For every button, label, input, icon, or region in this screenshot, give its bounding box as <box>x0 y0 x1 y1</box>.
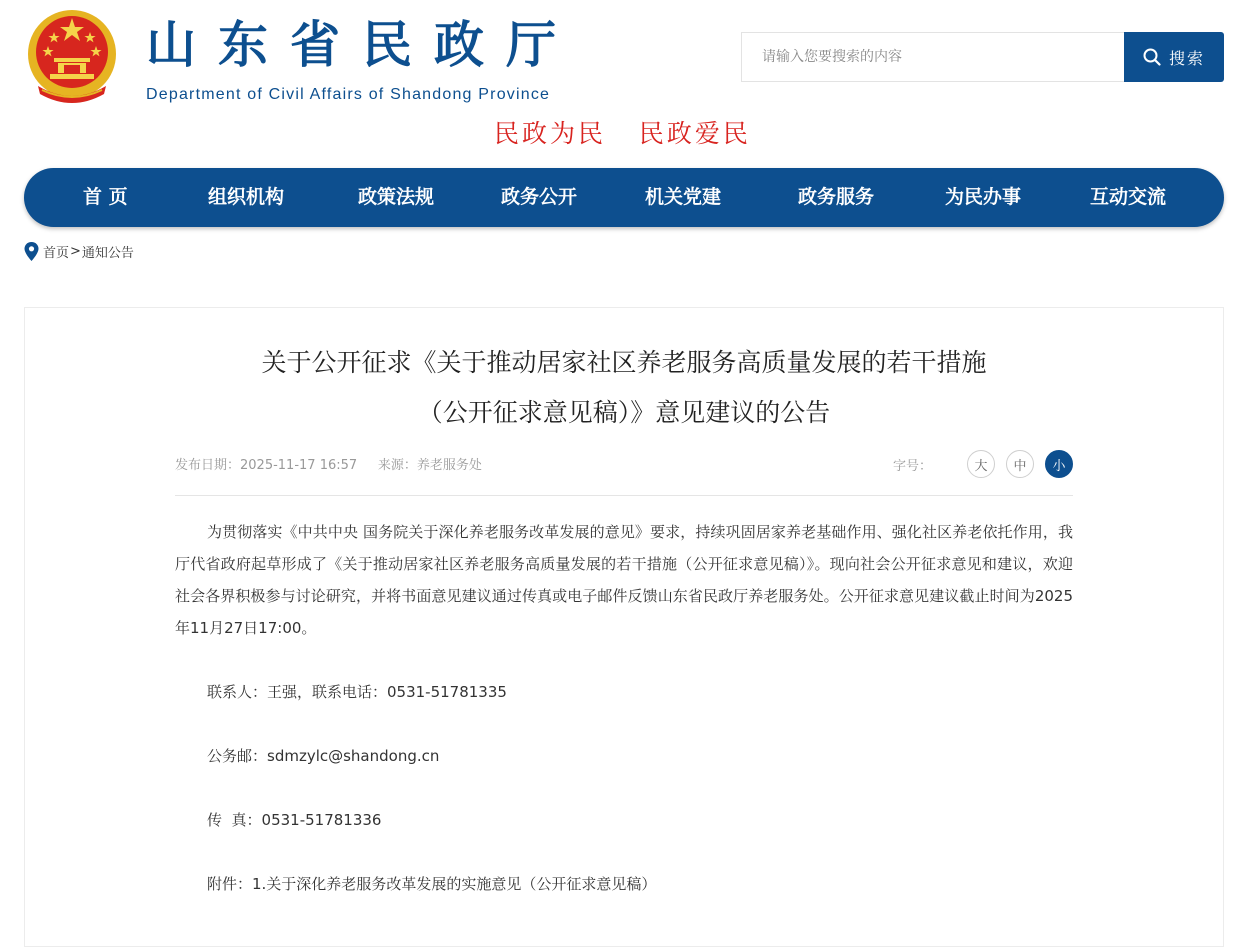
article-paragraph-email: 公务邮：sdmzylc@shandong.cn <box>207 747 440 765</box>
site-header <box>0 0 1257 160</box>
article-meta-info <box>175 454 482 473</box>
search-input[interactable] <box>741 32 1124 82</box>
font-size-controls <box>893 450 1073 478</box>
nav-item-organization[interactable]: 组织机构 <box>208 186 285 208</box>
search-bar <box>741 32 1224 82</box>
publish-date-label: 发布日期： <box>175 458 241 473</box>
breadcrumb-separator: > <box>70 243 81 259</box>
site-slogan: 民政为民 民政爱民 <box>494 119 751 148</box>
nav-item-interaction[interactable]: 互动交流 <box>1090 186 1167 208</box>
breadcrumb-current-link[interactable]: 通知公告 <box>81 245 134 261</box>
font-size-large-button[interactable]: 大 <box>967 450 995 478</box>
article-meta <box>175 450 1073 496</box>
article-paragraph-fax: 传 真：0531-51781336 <box>207 811 382 829</box>
source-value: 养老服务处 <box>416 458 482 473</box>
source-label: 来源： <box>377 458 417 473</box>
article-paragraph-attachment[interactable]: 附件：1.关于深化养老服务改革发展的实施意见（公开征求意见稿） <box>207 875 657 893</box>
search-button-label: 搜索 <box>1168 48 1205 68</box>
article-paragraph-contact: 联系人：王强，联系电话：0531-51781335 <box>207 683 507 701</box>
font-size-medium-button[interactable]: 中 <box>1006 450 1034 478</box>
publish-date: 2025-11-17 16:57 <box>240 458 358 473</box>
article-title-line-2: （公开征求意见稿）》意见建议的公告 <box>417 398 831 427</box>
national-emblem-icon <box>24 8 120 108</box>
nav-item-policies[interactable]: 政策法规 <box>358 186 435 208</box>
nav-item-public-services[interactable]: 为民办事 <box>945 186 1022 208</box>
site-subtitle: Department of Civil Affairs of Shandong Province <box>146 86 551 103</box>
article-container <box>24 307 1224 947</box>
article-title <box>25 338 1223 438</box>
main-nav <box>24 168 1224 227</box>
nav-item-party-building[interactable]: 机关党建 <box>645 186 722 208</box>
site-title: 山东省民政厅 <box>146 16 578 74</box>
article-body <box>175 516 1073 900</box>
font-size-small-button[interactable]: 小 <box>1045 450 1073 478</box>
breadcrumb <box>24 241 134 261</box>
nav-item-home[interactable]: 首 页 <box>83 186 128 208</box>
location-pin-icon <box>24 242 39 261</box>
search-button[interactable] <box>1124 32 1224 82</box>
font-size-label: 字号： <box>892 459 932 474</box>
nav-item-government-affairs[interactable]: 政务公开 <box>501 186 578 208</box>
breadcrumb-home-link[interactable]: 首页 <box>43 245 70 261</box>
article-title-line-1: 关于公开征求《关于推动居家社区养老服务高质量发展的若干措施 <box>261 348 987 377</box>
nav-item-government-services[interactable]: 政务服务 <box>798 186 875 208</box>
search-icon <box>1143 48 1161 66</box>
article-paragraph-intro: 为贯彻落实《中共中央 国务院关于深化养老服务改革发展的意见》要求，持续巩固居家养老基础作用、强化社区养老依托作用，我厅代省政府起草形成了《关于推动居家社区养老服务高质量发展的若干措施（公开征求意见稿）》。现向社会公开征求意见和建议，欢迎社会各界积极参与讨论研究，并将书面意见建议通过传真或电子邮件反馈山东省民政厅养老服务处。公开征求意见建议截止时间为2025年11月27日17:00。 <box>175 523 1073 637</box>
